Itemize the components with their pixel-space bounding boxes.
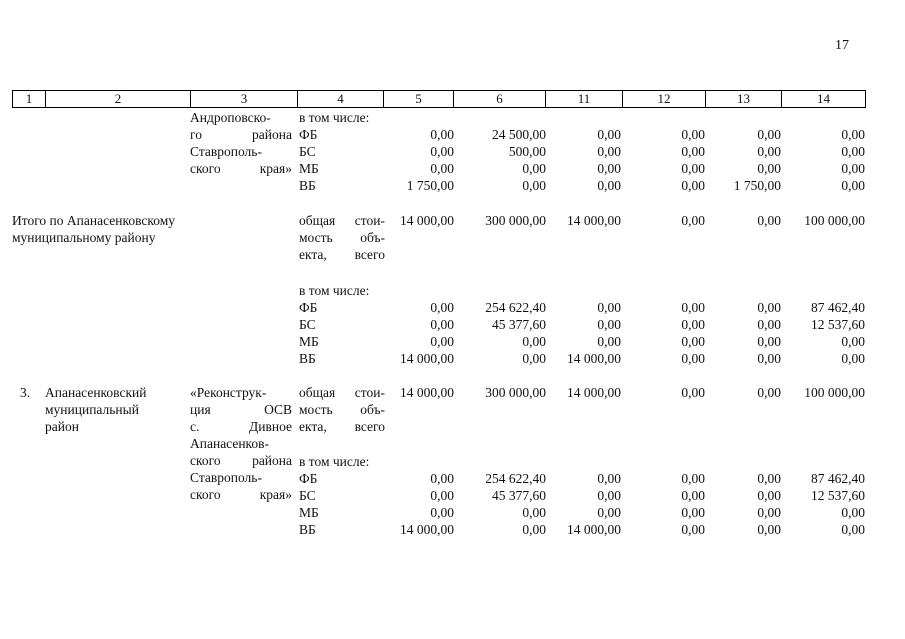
value-cell-v13: 0,00	[757, 488, 781, 503]
funding-source: МБ	[299, 505, 319, 520]
value-cell-v12: 0,00	[681, 161, 705, 176]
funding-source: БС	[299, 488, 316, 503]
value-cell-v6: 0,00	[522, 161, 546, 176]
header-col-3: 3	[191, 91, 298, 108]
value-cell-v11: 0,00	[597, 488, 621, 503]
total-cost-label-line: мость объ-	[299, 402, 385, 417]
value-cell-v12: 0,00	[681, 144, 705, 159]
object-name-line: ского района	[190, 453, 292, 468]
value-cell-v5: 0,00	[430, 127, 454, 142]
total-cost-label-line: общая стои-	[299, 213, 385, 228]
value-cell-v6: 0,00	[522, 334, 546, 349]
total-cost-label-line: мость объ-	[299, 230, 385, 245]
value-cell-v11: 0,00	[597, 471, 621, 486]
value-cell-v5: 0,00	[430, 488, 454, 503]
value-cell-v11: 0,00	[597, 178, 621, 193]
total-cost-value-v5: 14 000,00	[400, 213, 454, 228]
total-cost-value-v6: 300 000,00	[485, 385, 546, 400]
value-cell-v5: 0,00	[430, 471, 454, 486]
value-cell-v11: 0,00	[597, 127, 621, 142]
value-cell-v12: 0,00	[681, 127, 705, 142]
header-col-4: 4	[298, 91, 384, 108]
object-name-line: ского края»	[190, 161, 292, 176]
value-cell-v12: 0,00	[681, 300, 705, 315]
object-name-line: го района	[190, 127, 292, 142]
total-cost-label-line: общая стои-	[299, 385, 385, 400]
value-cell-v11: 0,00	[597, 144, 621, 159]
total-label-line: Итого по Апанасенковскому	[12, 213, 176, 228]
value-cell-v14: 12 537,60	[811, 488, 865, 503]
value-cell-v11: 0,00	[597, 300, 621, 315]
value-cell-v14: 0,00	[841, 127, 865, 142]
value-cell-v5: 0,00	[430, 317, 454, 332]
value-cell-v5: 0,00	[430, 161, 454, 176]
value-cell-v6: 0,00	[522, 178, 546, 193]
header-col-11: 11	[546, 91, 623, 108]
value-cell-v13: 0,00	[757, 505, 781, 520]
total-cost-value-v14: 100 000,00	[804, 385, 865, 400]
total-cost-value-v11: 14 000,00	[567, 213, 621, 228]
value-cell-v5: 1 750,00	[406, 178, 454, 193]
value-cell-v13: 0,00	[757, 522, 781, 537]
value-cell-v6: 24 500,00	[492, 127, 546, 142]
header-col-13: 13	[706, 91, 782, 108]
funding-source: ФБ	[299, 300, 318, 315]
district-name-line: Апанасенковский	[45, 385, 147, 400]
total-cost-value-v13: 0,00	[757, 385, 781, 400]
including-label: в том числе:	[299, 110, 370, 125]
value-cell-v14: 0,00	[841, 522, 865, 537]
value-cell-v11: 0,00	[597, 317, 621, 332]
total-label-line: муниципальному району	[12, 230, 156, 245]
value-cell-v12: 0,00	[681, 334, 705, 349]
value-cell-v14: 0,00	[841, 351, 865, 366]
value-cell-v13: 0,00	[757, 351, 781, 366]
value-cell-v12: 0,00	[681, 178, 705, 193]
row-number: 3.	[20, 385, 31, 400]
total-cost-value-v12: 0,00	[681, 385, 705, 400]
total-cost-value-v12: 0,00	[681, 213, 705, 228]
funding-source: БС	[299, 144, 316, 159]
object-name-line: Ставрополь-	[190, 144, 262, 159]
value-cell-v14: 0,00	[841, 161, 865, 176]
value-cell-v13: 0,00	[757, 317, 781, 332]
value-cell-v13: 0,00	[757, 144, 781, 159]
value-cell-v13: 0,00	[757, 471, 781, 486]
value-cell-v13: 1 750,00	[733, 178, 781, 193]
column-number-header	[12, 90, 866, 108]
funding-source: МБ	[299, 161, 319, 176]
value-cell-v12: 0,00	[681, 488, 705, 503]
funding-source: ФБ	[299, 127, 318, 142]
funding-source: ВБ	[299, 178, 316, 193]
object-name-line: Апанасенков-	[190, 436, 270, 451]
value-cell-v12: 0,00	[681, 351, 705, 366]
district-name-line: муниципальный	[45, 402, 139, 417]
funding-source: ВБ	[299, 522, 316, 537]
value-cell-v14: 87 462,40	[811, 300, 865, 315]
header-col-5: 5	[384, 91, 454, 108]
value-cell-v11: 14 000,00	[567, 351, 621, 366]
value-cell-v6: 45 377,60	[492, 488, 546, 503]
value-cell-v13: 0,00	[757, 161, 781, 176]
value-cell-v12: 0,00	[681, 471, 705, 486]
value-cell-v14: 0,00	[841, 144, 865, 159]
object-name-line: «Реконструк-	[190, 385, 267, 400]
value-cell-v14: 87 462,40	[811, 471, 865, 486]
total-cost-value-v14: 100 000,00	[804, 213, 865, 228]
value-cell-v12: 0,00	[681, 505, 705, 520]
value-cell-v5: 0,00	[430, 505, 454, 520]
object-name-line: ского края»	[190, 487, 292, 502]
header-col-6: 6	[454, 91, 546, 108]
district-name-line: район	[45, 419, 79, 434]
value-cell-v6: 0,00	[522, 505, 546, 520]
value-cell-v11: 0,00	[597, 334, 621, 349]
value-cell-v11: 0,00	[597, 505, 621, 520]
header-col-1: 1	[13, 91, 46, 108]
object-name-line: с. Дивное	[190, 419, 292, 434]
value-cell-v5: 0,00	[430, 144, 454, 159]
value-cell-v12: 0,00	[681, 522, 705, 537]
value-cell-v14: 0,00	[841, 505, 865, 520]
header-col-14: 14	[782, 91, 866, 108]
total-cost-value-v11: 14 000,00	[567, 385, 621, 400]
value-cell-v5: 0,00	[430, 334, 454, 349]
total-cost-value-v6: 300 000,00	[485, 213, 546, 228]
page-number: 17	[835, 38, 849, 53]
including-label: в том числе:	[299, 283, 370, 298]
funding-source: ФБ	[299, 471, 318, 486]
value-cell-v12: 0,00	[681, 317, 705, 332]
object-name-line: Ставрополь-	[190, 470, 262, 485]
header-col-12: 12	[623, 91, 706, 108]
value-cell-v6: 500,00	[508, 144, 546, 159]
value-cell-v11: 14 000,00	[567, 522, 621, 537]
funding-source: МБ	[299, 334, 319, 349]
value-cell-v14: 12 537,60	[811, 317, 865, 332]
value-cell-v6: 0,00	[522, 522, 546, 537]
value-cell-v6: 0,00	[522, 351, 546, 366]
value-cell-v14: 0,00	[841, 334, 865, 349]
value-cell-v6: 45 377,60	[492, 317, 546, 332]
total-cost-label-line: екта, всего	[299, 419, 385, 434]
value-cell-v5: 14 000,00	[400, 522, 454, 537]
funding-source: ВБ	[299, 351, 316, 366]
total-cost-value-v13: 0,00	[757, 213, 781, 228]
value-cell-v13: 0,00	[757, 300, 781, 315]
total-cost-value-v5: 14 000,00	[400, 385, 454, 400]
header-col-2: 2	[46, 91, 191, 108]
funding-source: БС	[299, 317, 316, 332]
value-cell-v5: 14 000,00	[400, 351, 454, 366]
value-cell-v6: 254 622,40	[485, 471, 546, 486]
including-label: в том числе:	[299, 454, 370, 469]
value-cell-v13: 0,00	[757, 127, 781, 142]
total-cost-label-line: екта, всего	[299, 247, 385, 262]
value-cell-v6: 254 622,40	[485, 300, 546, 315]
value-cell-v14: 0,00	[841, 178, 865, 193]
value-cell-v5: 0,00	[430, 300, 454, 315]
object-name-line: Андроповско-	[190, 110, 271, 125]
value-cell-v13: 0,00	[757, 334, 781, 349]
object-name-line: ция ОСВ	[190, 402, 292, 417]
value-cell-v11: 0,00	[597, 161, 621, 176]
